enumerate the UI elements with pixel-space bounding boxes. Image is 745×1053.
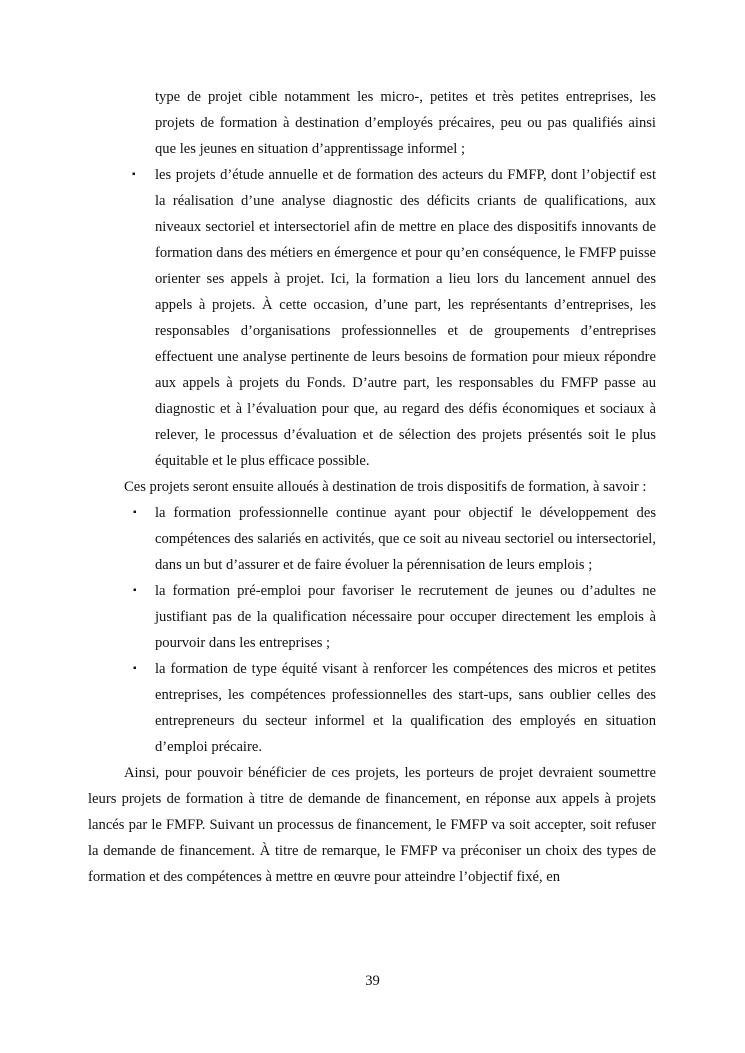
page-body [88,84,656,890]
list-item-text: la formation pré-emploi pour favoriser le recrutement de jeunes ou d’adultes ne justifiant pas de la qualification nécessaire pour occuper directement les emplois à pourvoir dans les entreprises ; [155,583,656,651]
square-bullet-icon: ▪ [133,507,137,518]
square-bullet-icon: ▪ [132,169,136,180]
list-item [133,500,656,578]
list-item-continuation: type de projet cible notamment les micro-, petites et très petites entreprises, les projets de formation à destination d’employés précaires, peu ou pas qualifiés ainsi que les jeunes en situation d’apprentissage informel ; [155,89,656,157]
list-item [133,656,656,760]
square-bullet-icon: ▪ [133,663,137,674]
list-item [132,162,656,474]
list-item [133,578,656,656]
project-types-list [88,162,656,474]
list-item-text: les projets d’étude annuelle et de formation des acteurs du FMFP, dont l’objectif est la réalisation d’une analyse diagnostic des déficits criants de qualifications, aux niveaux sectoriel et intersectoriel afin de mettre en place des dispositifs innovants de formation dans des métiers en émergence et pour qu’en conséquence, le FMFP puisse orienter ses appels à projet. Ici, la formation a lieu lors du lancement annuel des appels à projets. À cette occasion, d’une part, les représentants d’entreprises, les responsables d’organisations professionnelles et de groupements d’entreprises effectuent une analyse pertinente de leurs besoins de formation pour mieux répondre aux appels à projets du Fonds. D’autre part, les responsables du FMFP passe au diagnostic et à l’évaluation pour que, au regard des défis économiques et sociaux à relever, le processus d’évaluation et de sélection des projets présentés soit le plus équitable et le plus efficace possible. [155,167,656,469]
body-paragraph: Ainsi, pour pouvoir bénéficier de ces projets, les porteurs de projet devraient soumettre leurs projets de formation à titre de demande de financement, en réponse aux appels à projets lancés par le FMFP. Suivant un processus de financement, le FMFP va soit accepter, soit refuser la demande de financement. À titre de remarque, le FMFP va préconiser un choix des types de formation et des compétences à mettre en œuvre pour atteindre l’objectif fixé, en [88,765,656,885]
list-item-text: la formation professionnelle continue ayant pour objectif le développement des compétences des salariés en activités, que ce soit au niveau sectoriel ou intersectoriel, dans un but d’assurer et de faire évoluer la pérennisation de leurs emplois ; [155,505,656,573]
body-paragraph: Ces projets seront ensuite alloués à destination de trois dispositifs de formation, à savoir : [124,479,647,495]
page-number: 39 [365,973,380,989]
square-bullet-icon: ▪ [133,585,137,596]
training-schemes-list [88,500,656,760]
list-item-text: la formation de type équité visant à renforcer les compétences des micros et petites entreprises, les compétences professionnelles des start-ups, sans oublier celles des entrepreneurs du secteur informel et la qualification des employés en situation d’emploi précaire. [155,661,656,755]
